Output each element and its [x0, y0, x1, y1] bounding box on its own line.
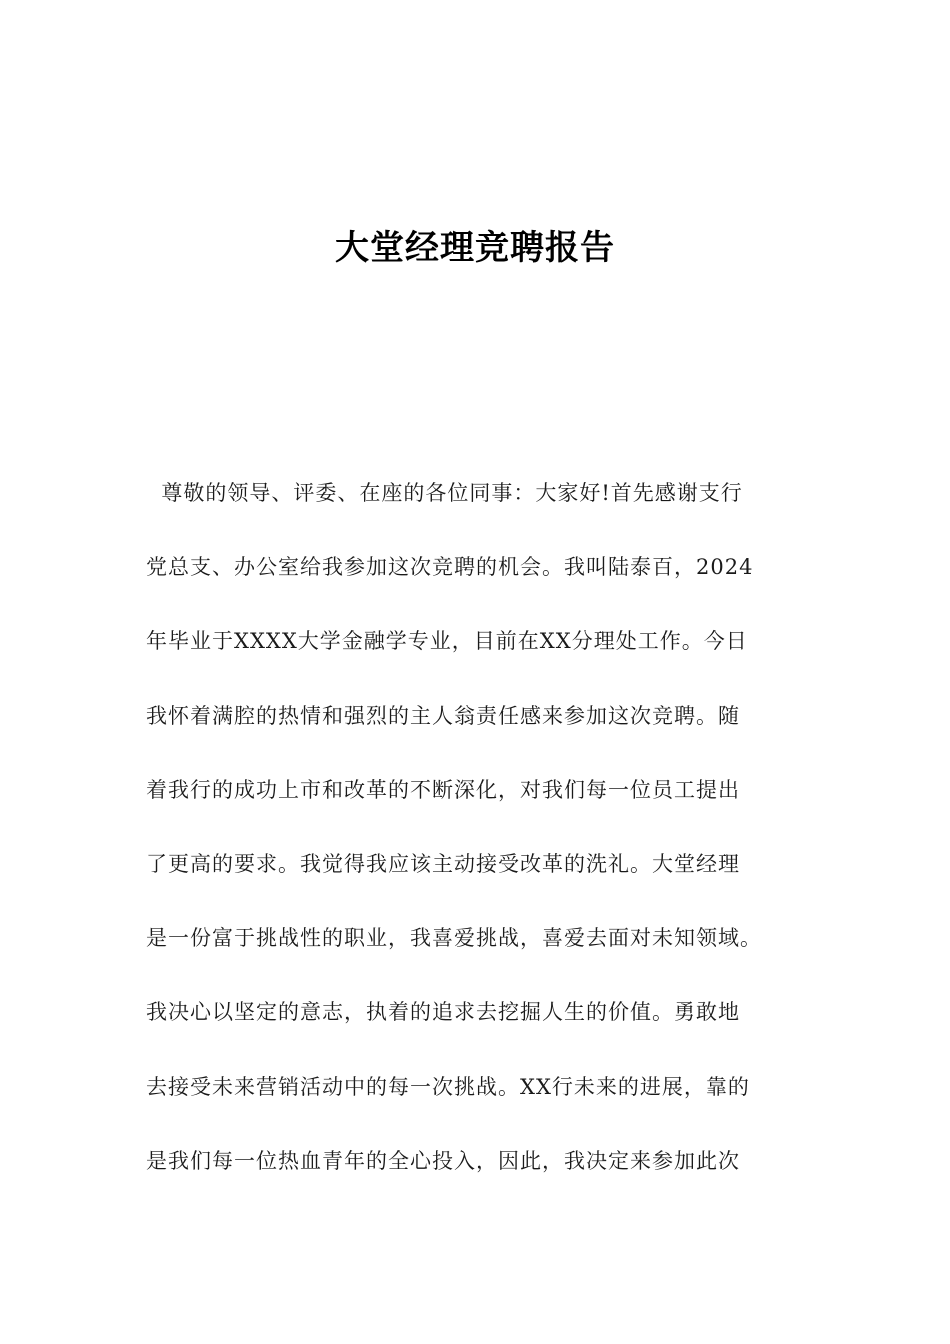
- body-line: 党总支、办公室给我参加这次竞聘的机会。我叫陆泰百，2024: [146, 555, 754, 580]
- body-line: 尊敬的领导、评委、在座的各位同事：大家好!首先感谢支行: [146, 481, 743, 505]
- body-line: 是一份富于挑战性的职业，我喜爱挑战，喜爱去面对未知领域。: [146, 926, 762, 951]
- document-body: [146, 456, 866, 1198]
- body-line: 年毕业于XXXX大学金融学专业，目前在XX分理处工作。今日: [146, 629, 748, 654]
- document-title: 大堂经理竞聘报告: [335, 228, 615, 268]
- body-line: 是我们每一位热血青年的全心投入，因此，我决定来参加此次: [146, 1148, 740, 1173]
- body-line: 我怀着满腔的热情和强烈的主人翁责任感来参加这次竞聘。随: [146, 703, 740, 728]
- body-line: 着我行的成功上市和改革的不断深化，对我们每一位员工提出: [146, 777, 740, 802]
- body-line: 了更高的要求。我觉得我应该主动接受改革的洗礼。大堂经理: [146, 851, 740, 876]
- body-line: 去接受未来营销活动中的每一次挑战。XX行未来的进展，靠的: [146, 1074, 750, 1099]
- body-line: 我决心以坚定的意志，执着的追求去挖掘人生的价值。勇敢地: [146, 1000, 740, 1025]
